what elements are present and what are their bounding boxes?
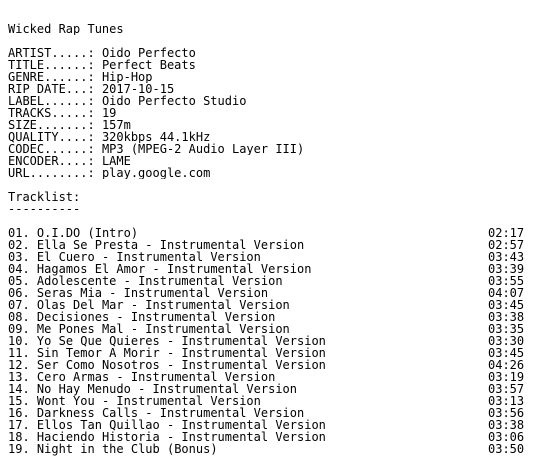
- track-number: 15.: [8, 394, 30, 408]
- track-number: 01.: [8, 226, 30, 240]
- track-duration: 03:57: [488, 382, 525, 396]
- track-title: Decisiones - Instrumental Version: [36, 310, 276, 324]
- track-number: 18.: [8, 430, 30, 444]
- track-duration: 04:26: [488, 358, 525, 372]
- info-label: QUALITY....:: [8, 131, 95, 143]
- track-title: Hagamos El Amor - Instrumental Version: [36, 262, 312, 276]
- track-title: Olas Del Mar - Instrumental Version: [36, 298, 290, 312]
- info-value: MP3 (MPEG-2 Audio Layer III): [101, 143, 305, 155]
- info-row: [8, 131, 528, 143]
- track-number: 16.: [8, 406, 30, 420]
- blank-line: [8, 35, 528, 47]
- track-number: 06.: [8, 286, 30, 300]
- track-number: 05.: [8, 274, 30, 288]
- track-title: Ser Como Nosotros - Instrumental Version: [36, 358, 326, 372]
- track-number: 19.: [8, 442, 30, 456]
- track-title: Seras Mia - Instrumental Version: [36, 286, 269, 300]
- track-row: [8, 443, 528, 455]
- track-duration: 03:45: [488, 346, 525, 360]
- track-title: Haciendo Historia - Instrumental Version: [36, 430, 326, 444]
- track-duration: 03:50: [488, 442, 525, 456]
- track-number: 13.: [8, 370, 30, 384]
- track-duration: 03:19: [488, 370, 525, 384]
- info-value: 2017-10-15: [101, 83, 175, 95]
- info-label: TRACKS.....:: [8, 107, 95, 119]
- track-title: Night in the Club (Bonus): [36, 442, 218, 456]
- info-value: 157m: [101, 119, 131, 131]
- track-duration: 03:30: [488, 334, 525, 348]
- info-value: 19: [101, 107, 117, 119]
- track-duration: 03:43: [488, 250, 525, 264]
- track-title: Yo Se Que Quieres - Instrumental Version: [36, 334, 326, 348]
- track-title: Cero Armas - Instrumental Version: [36, 370, 276, 384]
- info-row: [8, 47, 528, 59]
- info-label: ARTIST.....:: [8, 47, 95, 59]
- track-duration: 03:06: [488, 430, 525, 444]
- track-number: 08.: [8, 310, 30, 324]
- info-row: [8, 83, 528, 95]
- info-value: Oido Perfecto: [101, 47, 196, 59]
- track-title: El Cuero - Instrumental Version: [36, 250, 261, 264]
- track-title: Darkness Calls - Instrumental Version: [36, 406, 305, 420]
- release-title: Wicked Rap Tunes: [8, 23, 124, 35]
- track-number: 17.: [8, 418, 30, 432]
- track-title: Adolescente - Instrumental Version: [36, 274, 283, 288]
- info-label: SIZE.......:: [8, 119, 95, 131]
- nfo-document: [8, 23, 528, 455]
- track-number: 12.: [8, 358, 30, 372]
- info-row: [8, 167, 528, 179]
- release-info: [8, 47, 528, 179]
- info-value: Oido Perfecto Studio: [101, 95, 247, 107]
- track-duration: 03:13: [488, 394, 525, 408]
- track-duration: 03:38: [488, 418, 525, 432]
- info-row: [8, 107, 528, 119]
- track-title: Ella Se Presta - Instrumental Version: [36, 238, 305, 252]
- track-title: Sin Temor A Morir - Instrumental Version: [36, 346, 326, 360]
- info-row: [8, 119, 528, 131]
- info-label: CODEC......:: [8, 143, 95, 155]
- info-row: [8, 95, 528, 107]
- track-title: Ellos Tan Quillao - Instrumental Version: [36, 418, 326, 432]
- info-value: 320kbps 44.1kHz: [101, 131, 211, 143]
- track-duration: 03:35: [488, 322, 525, 336]
- blank-line: [8, 179, 528, 191]
- track-duration: 02:17: [488, 226, 525, 240]
- info-value: LAME: [101, 155, 131, 167]
- track-title: No Hay Menudo - Instrumental Version: [36, 382, 298, 396]
- tracklist-heading: Tracklist:: [8, 191, 81, 203]
- info-value: Hip-Hop: [101, 71, 153, 83]
- track-duration: 03:45: [488, 298, 525, 312]
- info-label: URL........:: [8, 167, 95, 179]
- track-title: O.I.DO (Intro): [36, 226, 139, 240]
- track-number: 10.: [8, 334, 30, 348]
- track-number: 02.: [8, 238, 30, 252]
- info-row: [8, 143, 528, 155]
- track-number: 09.: [8, 322, 30, 336]
- info-row: [8, 59, 528, 71]
- track-duration: 04:07: [488, 286, 525, 300]
- track-duration: 03:56: [488, 406, 525, 420]
- info-label: GENRE......:: [8, 71, 95, 83]
- tracklist-underline: ----------: [8, 203, 81, 215]
- track-duration: 03:39: [488, 262, 525, 276]
- info-label: TITLE......:: [8, 59, 95, 71]
- track-number: 04.: [8, 262, 30, 276]
- info-label: RIP DATE...:: [8, 83, 95, 95]
- info-label: LABEL......:: [8, 95, 95, 107]
- track-duration: 03:38: [488, 310, 525, 324]
- track-duration: 03:55: [488, 274, 525, 288]
- track-number: 11.: [8, 346, 30, 360]
- track-number: 03.: [8, 250, 30, 264]
- track-number: 07.: [8, 298, 30, 312]
- info-label: ENCODER....:: [8, 155, 95, 167]
- track-duration: 02:57: [488, 238, 525, 252]
- track-title: Wont You - Instrumental Version: [36, 394, 261, 408]
- info-value: play.google.com: [101, 167, 211, 179]
- track-title: Me Pones Mal - Instrumental Version: [36, 322, 290, 336]
- info-value: Perfect Beats: [101, 59, 196, 71]
- track-number: 14.: [8, 382, 30, 396]
- info-row: [8, 71, 528, 83]
- track-list: [8, 227, 528, 455]
- info-row: [8, 155, 528, 167]
